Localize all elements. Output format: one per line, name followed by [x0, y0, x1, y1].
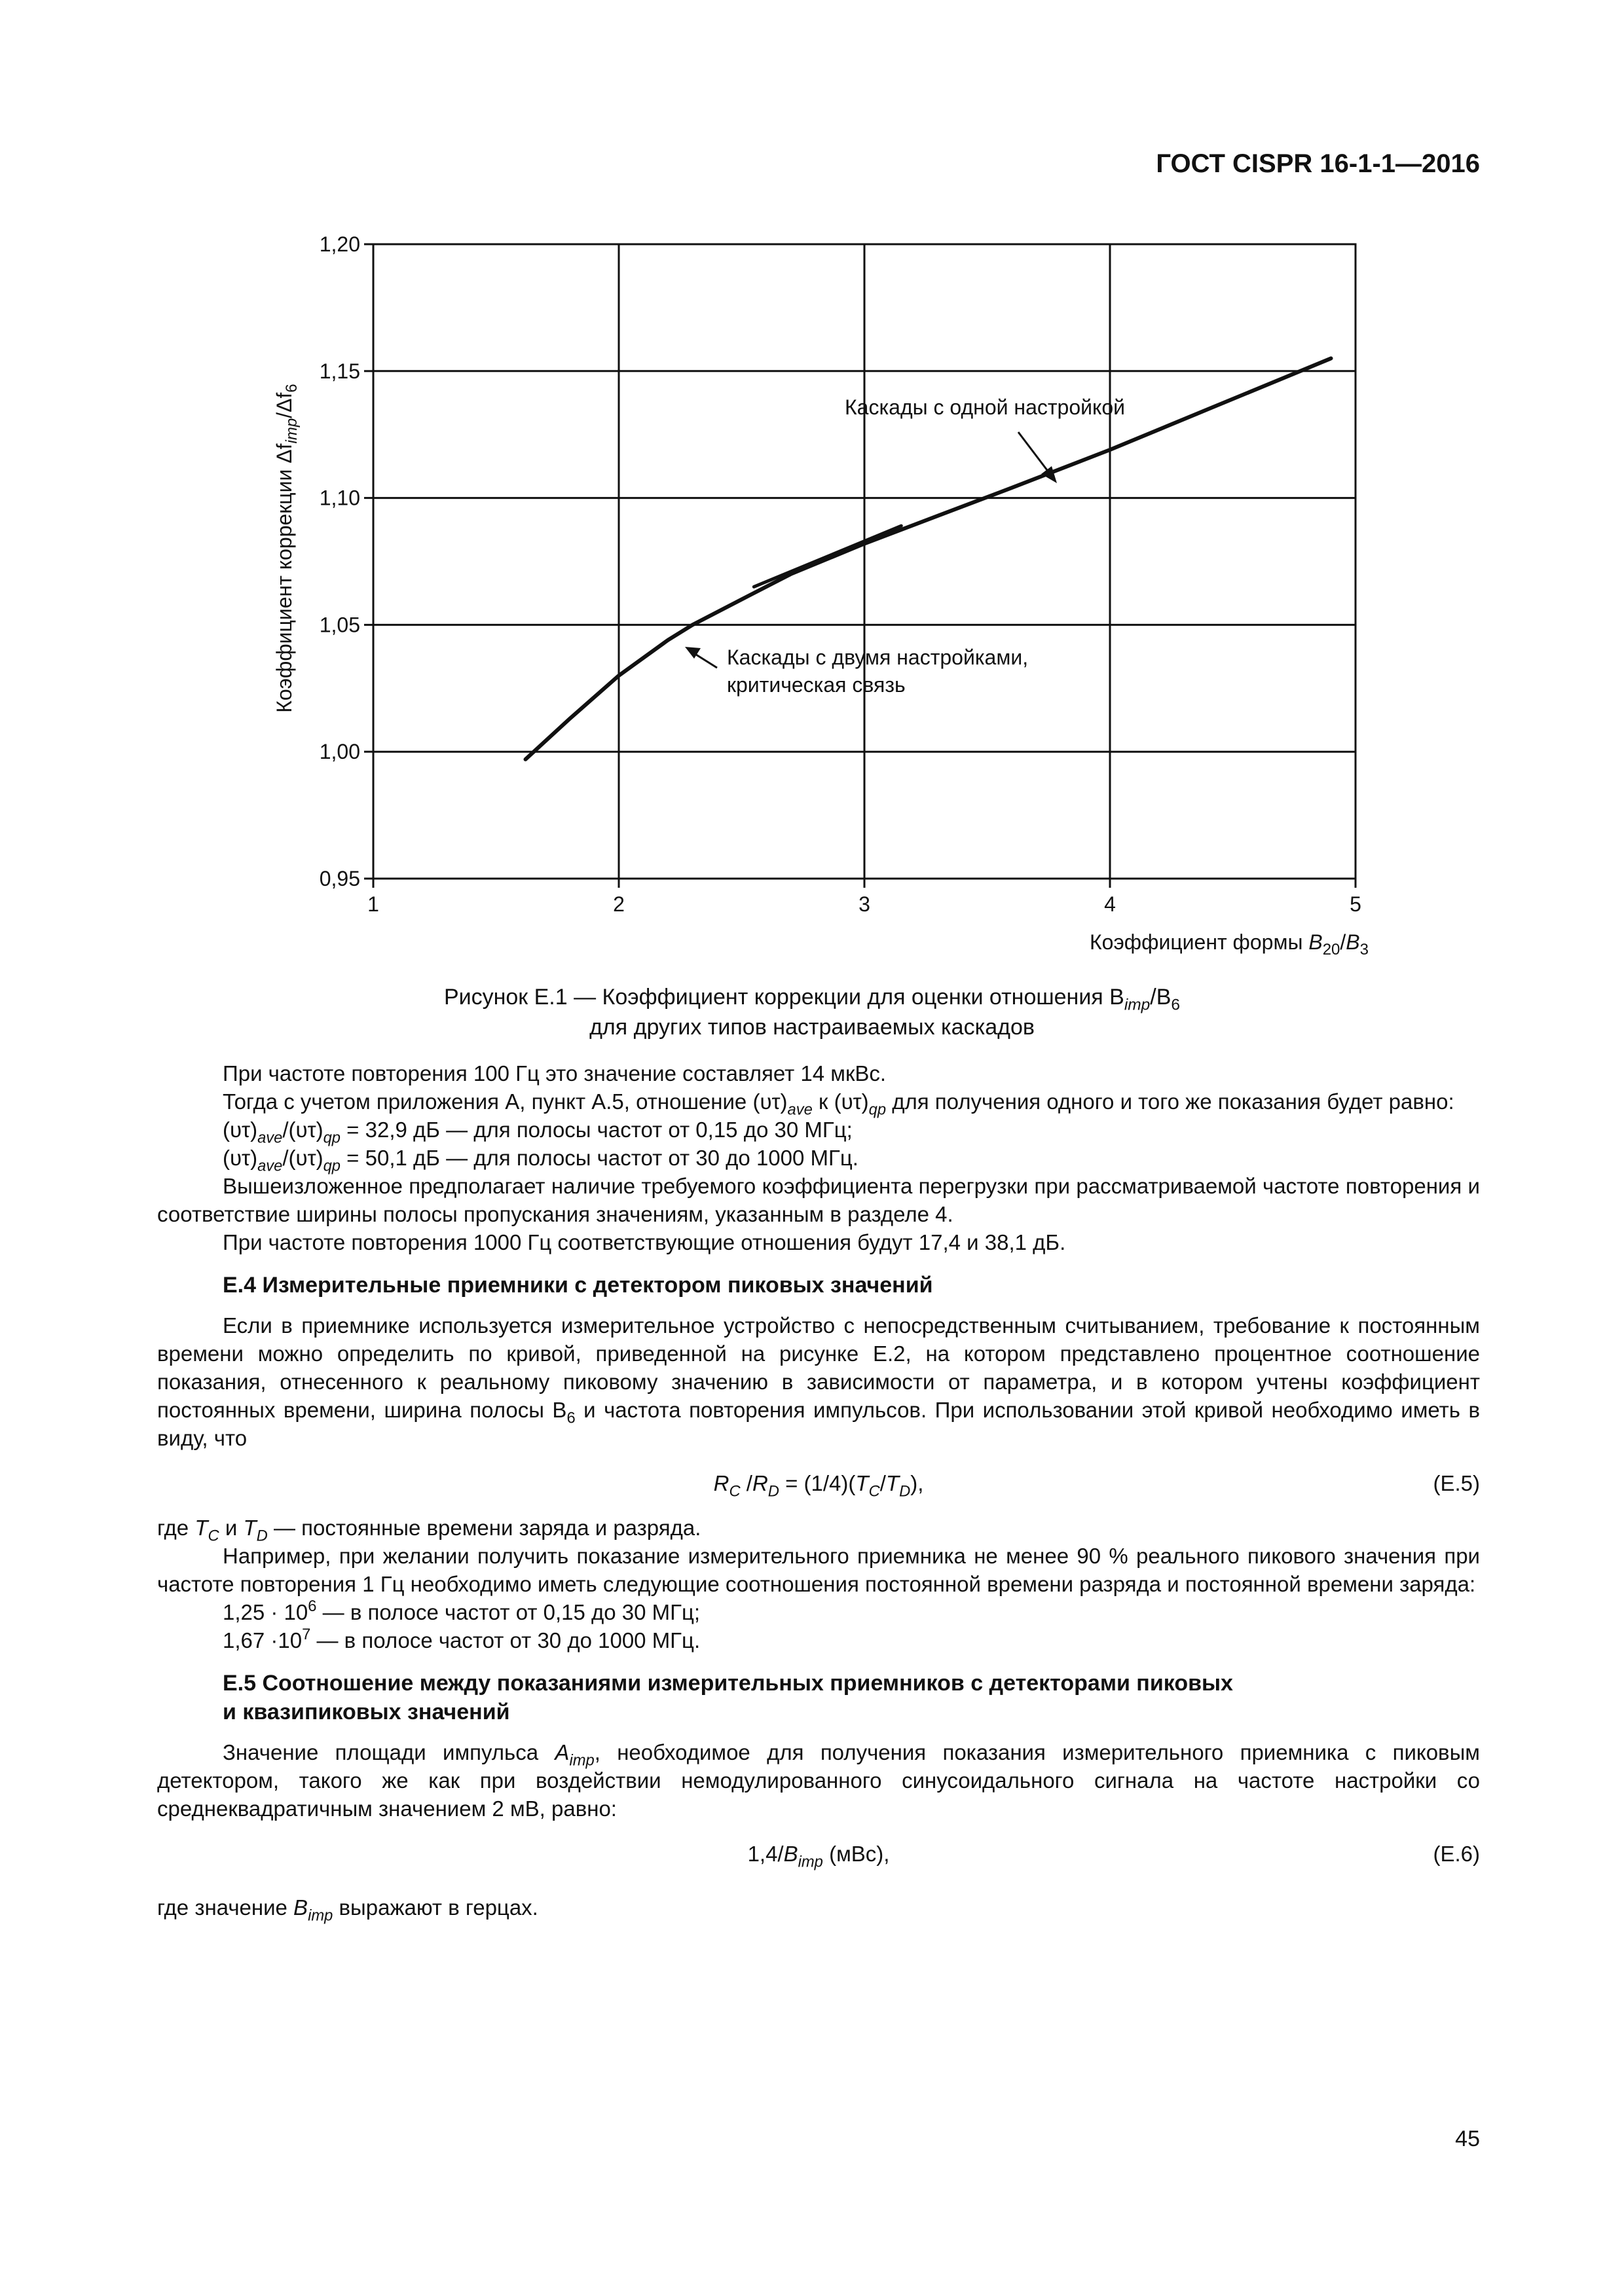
- paragraph: При частоте повторения 1000 Гц соответствующие отношения будут 17,4 и 38,1 дБ.: [223, 1230, 1066, 1254]
- annotation-arrow-single: [1018, 432, 1049, 473]
- annotation-double-tuned-line2: критическая связь: [727, 673, 906, 697]
- formula-body: $R_C$ $/R_D = (1/4)(T_C/T_D)$,: [713, 1471, 924, 1501]
- annotation-double-tuned-line1: Каскады с двумя настройками,: [727, 646, 1029, 669]
- formula-body: $1,4/B_{imp}$ (мВс),: [747, 1842, 890, 1871]
- caption-line-1: Рисунок Е.1 — Коэффициент коррекции для оценки отношения $B_{imp}/B_6$: [443, 985, 1181, 1014]
- list-item: $1,67 \cdot 10^7$ — в полосе частот от 30 до 1000 МГц.: [223, 1625, 701, 1652]
- y-tick-label: 0,95: [319, 867, 360, 890]
- series-line-double-tuned: [754, 526, 901, 587]
- section-heading-e5: Е.5 Соотношение между показаниями измерительных приемников с детекторами пиковых и квазипиковых значений: [223, 1671, 1233, 1724]
- paragraph: Если в приемнике используется измерительное устройство с непосредственным считыванием, требование к постоянным времени можно определить по кривой, приведенной на рисунке Е.2, на котором представлено процентное соотношение показания, отнесенного к реальному пиковому значению в зависимости от параметра, и в котором учтены коэффициент постоянных времени, ширина полосы $B_6$ и частота повторения импульсов. При использовании этой кривой необходимо иметь в виду, что: [157, 1313, 1480, 1450]
- paragraph: где значение $B_{imp}$ выражают в герцах.: [157, 1895, 538, 1925]
- paragraph: где $T_C$ и $T_D$ — постоянные времени заряда и разряда.: [157, 1516, 701, 1545]
- y-tick-label: 1,20: [319, 232, 360, 256]
- paragraph: Например, при желании получить показание измерительного приемника не менее 90 % реального пикового значения при частоте повторения 1 Гц необходимо иметь следующие соотношения постоянной времени разряда и постоянной времени заряда:: [157, 1544, 1480, 1596]
- page-number: 45: [1455, 2126, 1480, 2151]
- y-tick-label: 1,15: [319, 359, 360, 383]
- formula-e5: [157, 1461, 1480, 1514]
- annotation-single-tuned: Каскады с одной настройкой: [845, 395, 1126, 419]
- paragraph: Значение площади импульса $A_{imp}$, необходимое для получения показания измерительного приемника с пиковым детектором, такого же как при воздействии немодулированного синусоидального сигнала на частоте настройки со среднеквадратичным значением 2 мВ, равно:: [157, 1740, 1480, 1821]
- x-axis-label: Коэффициент формы $B_{20}/B_3$: [1090, 930, 1369, 958]
- x-tick-label: 5: [1350, 892, 1361, 916]
- x-tick-label: 1: [367, 892, 379, 916]
- chart-grid: [373, 244, 1356, 879]
- list-item: $1,25 \cdot 10^6$ — в полосе частот от 0,15 до 30 МГц;: [223, 1597, 701, 1624]
- formula-number: (Е.5): [1433, 1471, 1480, 1495]
- document-header: ГОСТ CISPR 16-1-1—2016: [1156, 149, 1480, 178]
- chart-ticks: [320, 232, 1361, 916]
- list-item: $(\upsilon\tau)_{ave}/(\upsilon\tau)_{qp} = 32,9$ дБ — для полосы частот от 0,15 до 30 МГц;: [223, 1118, 853, 1147]
- section-heading-e4: Е.4 Измерительные приемники с детектором пиковых значений: [223, 1273, 933, 1298]
- paragraph: Тогда с учетом приложения А, пункт А.5, отношение $(\upsilon\tau)_{ave}$ к $(\upsilon\tau)_{qp}$ для получения одного и того же показания будет равно:: [223, 1089, 1454, 1119]
- y-axis-label: Коэффициент коррекции $\Delta f_{imp}/\Delta f_6$: [272, 384, 301, 713]
- annotation-arrowhead-single: [1041, 466, 1057, 483]
- y-tick-label: 1,05: [319, 613, 360, 637]
- caption-line-2: для других типов настраиваемых каскадов: [589, 1015, 1035, 1040]
- formula-e6: [157, 1832, 1480, 1884]
- x-tick-label: 4: [1104, 892, 1116, 916]
- correction-factor-chart: [0, 0, 1624, 982]
- y-tick-label: 1,00: [319, 740, 360, 764]
- figure-caption: [196, 982, 1428, 1042]
- document-body: [157, 1059, 1480, 1925]
- y-tick-label: 1,10: [319, 486, 360, 510]
- x-tick-label: 3: [858, 892, 870, 916]
- chart-annotations: [685, 395, 1125, 697]
- formula-number: (Е.6): [1433, 1842, 1480, 1866]
- annotation-arrow-double: [694, 653, 717, 668]
- paragraph: При частоте повторения 100 Гц это значение составляет 14 мкВс.: [223, 1061, 887, 1085]
- x-tick-label: 2: [613, 892, 625, 916]
- paragraph: Вышеизложенное предполагает наличие требуемого коэффициента перегрузки при рассматриваемой частоте повторения и соответствие ширины полосы пропускания значениям, указанным в разделе 4.: [157, 1174, 1480, 1226]
- list-item: $(\upsilon\tau)_{ave}/(\upsilon\tau)_{qp} = 50,1$ дБ — для полосы частот от 30 до 1000 МГц.: [223, 1146, 858, 1175]
